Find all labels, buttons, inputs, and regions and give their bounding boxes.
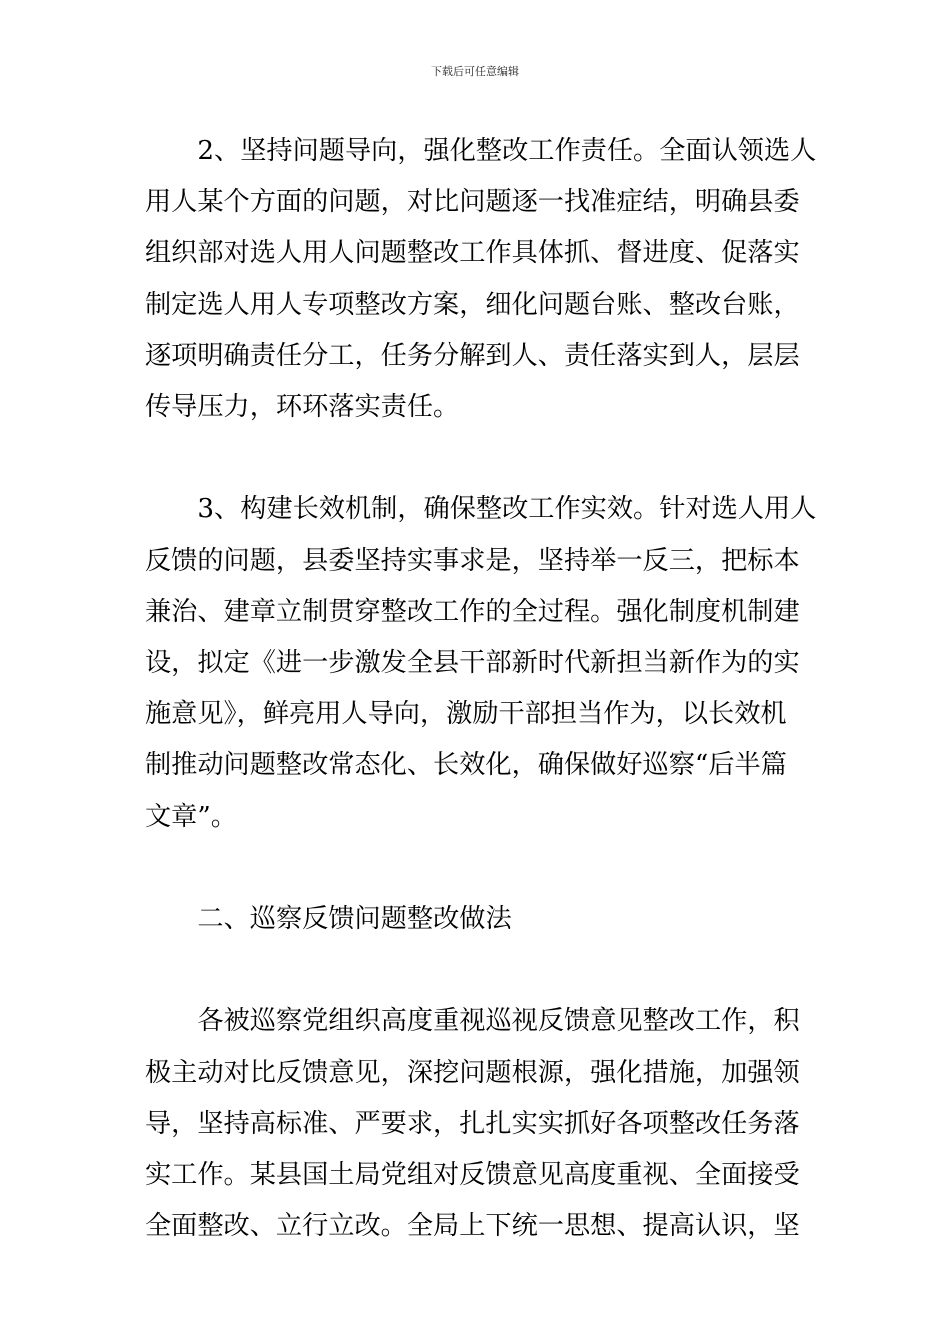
text-line: 组织部对选人用人问题整改工作具体抓、督进度、促落实 — [145, 238, 800, 269]
text-line: 逐项明确责任分工，任务分解到人、责任落实到人，层层 — [145, 340, 800, 371]
paragraph-2 — [145, 484, 817, 842]
paragraph-spacer — [145, 843, 805, 894]
text-line: 设，拟定《进一步激发全县干部新时代新担当新作为的实 — [145, 648, 800, 679]
section-heading — [145, 894, 805, 945]
text-line: 2、坚持问题导向，强化整改工作责任。全面认领选人 — [197, 136, 817, 166]
text-line: 制定选人用人专项整改方案，细化问题台账、整改台账， — [145, 289, 800, 320]
text-line: 文章”。 — [145, 801, 237, 832]
text-line: 极主动对比反馈意见，深挖问题根源，强化措施，加强领 — [145, 1057, 800, 1088]
text-line: 各被巡察党组织高度重视巡视反馈意见整改工作，积 — [197, 1006, 800, 1037]
text-line: 制推动问题整改常态化、长效化，确保做好巡察“后半篇 — [145, 750, 787, 781]
paragraph-spacer — [145, 433, 805, 484]
text-line: 实工作。某县国土局党组对反馈意见高度重视、全面接受 — [145, 1160, 800, 1191]
paragraph-spacer — [145, 945, 805, 996]
text-line: 导，坚持高标准、严要求，扎扎实实抓好各项整改任务落 — [145, 1108, 800, 1139]
text-line: 全面整改、立行立改。全局上下统一思想、提高认识，坚 — [145, 1211, 800, 1242]
text-line: 传导压力，环环落实责任。 — [145, 392, 460, 423]
text-line: 施意见》，鲜亮用人导向，激励干部担当作为，以长效机 — [145, 699, 787, 730]
text-line: 3、构建长效机制，确保整改工作实效。针对选人用人 — [197, 494, 817, 525]
page-header: 下载后可任意编辑 — [431, 65, 519, 78]
text-line: 用人某个方面的问题，对比问题逐一找准症结，明确县委 — [145, 187, 800, 218]
document-body — [145, 126, 817, 1252]
text-line: 反馈的问题，县委坚持实事求是，坚持举一反三，把标本 — [145, 545, 800, 576]
text-line: 二、巡察反馈问题整改做法 — [197, 904, 512, 935]
paragraph-3 — [145, 996, 805, 1252]
paragraph-1 — [145, 126, 817, 433]
text-line: 兼治、建章立制贯穿整改工作的全过程。强化制度机制建 — [145, 596, 800, 627]
